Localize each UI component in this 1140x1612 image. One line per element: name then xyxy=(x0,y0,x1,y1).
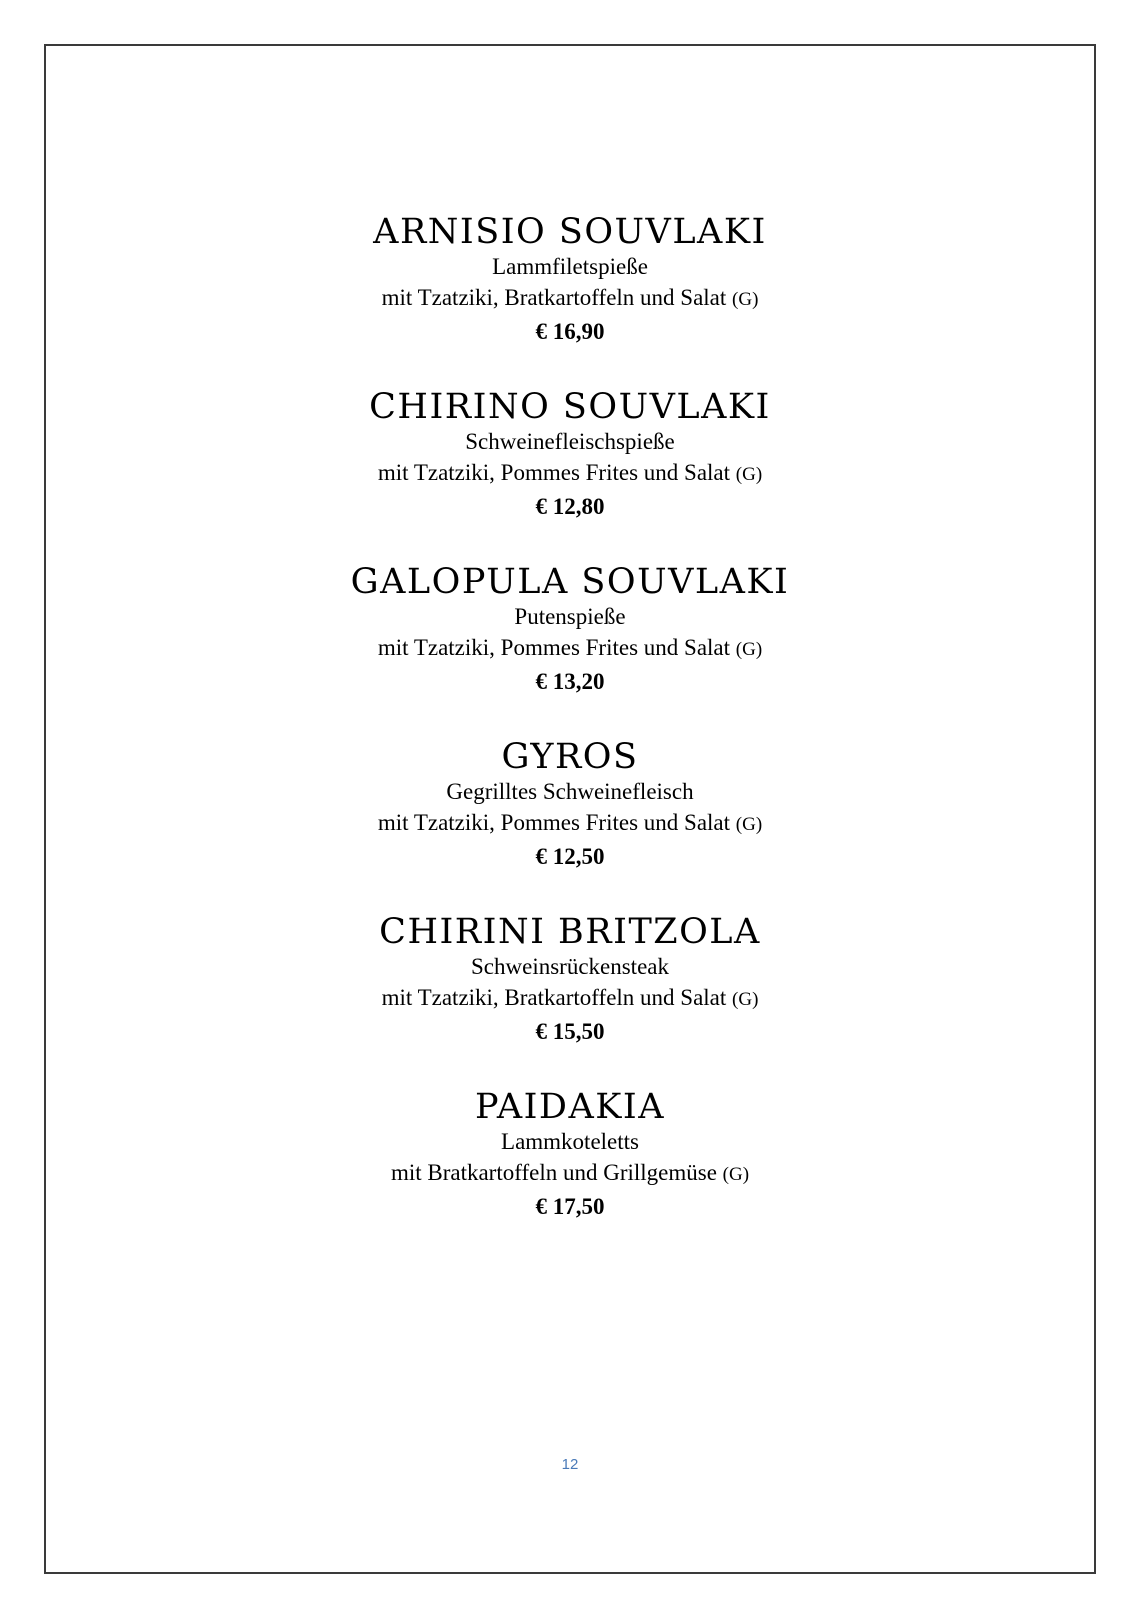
dish-description: Lammfiletspieße xyxy=(492,254,648,279)
allergen-code: (G) xyxy=(732,989,759,1010)
dish-sides-line xyxy=(0,807,1140,840)
dish-description: Putenspieße xyxy=(514,604,626,629)
dish-price: € 12,50 xyxy=(535,844,605,869)
dish-price: € 16,90 xyxy=(535,319,605,344)
dish-sides: mit Tzatziki, Pommes Frites und Salat xyxy=(377,635,731,660)
dish-sides: mit Tzatziki, Bratkartoffeln und Salat xyxy=(381,985,727,1010)
menu-item-galopula-souvlaki xyxy=(0,562,1140,699)
dish-sides-line xyxy=(0,457,1140,490)
menu-item-gyros xyxy=(0,737,1140,874)
allergen-code: (G) xyxy=(735,464,763,485)
dish-description: Schweinefleischspieße xyxy=(465,429,675,454)
dish-sides: mit Bratkartoffeln und Grillgemüse xyxy=(390,1160,717,1185)
dish-name: ARNISIO SOUVLAKI xyxy=(373,212,767,252)
dish-sides-line xyxy=(0,982,1140,1015)
dish-price: € 12,80 xyxy=(535,494,605,519)
dish-sides-line xyxy=(0,1157,1140,1190)
dish-description: Gegrilltes Schweinefleisch xyxy=(446,779,694,804)
allergen-code: (G) xyxy=(732,289,759,310)
menu-item-arnisio-souvlaki xyxy=(0,212,1140,349)
dish-description: Lammkoteletts xyxy=(501,1129,639,1154)
dish-sides-line xyxy=(0,632,1140,665)
dish-sides: mit Tzatziki, Pommes Frites und Salat xyxy=(377,810,731,835)
dish-sides: mit Tzatziki, Pommes Frites und Salat xyxy=(377,460,731,485)
dish-price: € 15,50 xyxy=(535,1019,605,1044)
allergen-code: (G) xyxy=(735,639,763,660)
dish-price: € 17,50 xyxy=(535,1194,605,1219)
dish-name: PAIDAKIA xyxy=(474,1087,666,1127)
allergen-code: (G) xyxy=(722,1164,750,1185)
dish-sides-line xyxy=(0,282,1140,315)
dish-sides: mit Tzatziki, Bratkartoffeln und Salat xyxy=(381,285,727,310)
menu-item-chirini-britzola xyxy=(0,912,1140,1049)
dish-name: CHIRINI BRITZOLA xyxy=(379,912,761,952)
menu-item-paidakia xyxy=(0,1087,1140,1224)
page-number: 12 xyxy=(561,1456,579,1473)
dish-name: GYROS xyxy=(501,737,639,777)
allergen-code: (G) xyxy=(735,814,763,835)
dish-name: CHIRINO SOUVLAKI xyxy=(369,387,771,427)
dish-price: € 13,20 xyxy=(535,669,605,694)
dish-name: GALOPULA SOUVLAKI xyxy=(350,562,790,602)
menu-list xyxy=(0,212,1140,1262)
menu-item-chirino-souvlaki xyxy=(0,387,1140,524)
dish-description: Schweinsrückensteak xyxy=(471,954,669,979)
